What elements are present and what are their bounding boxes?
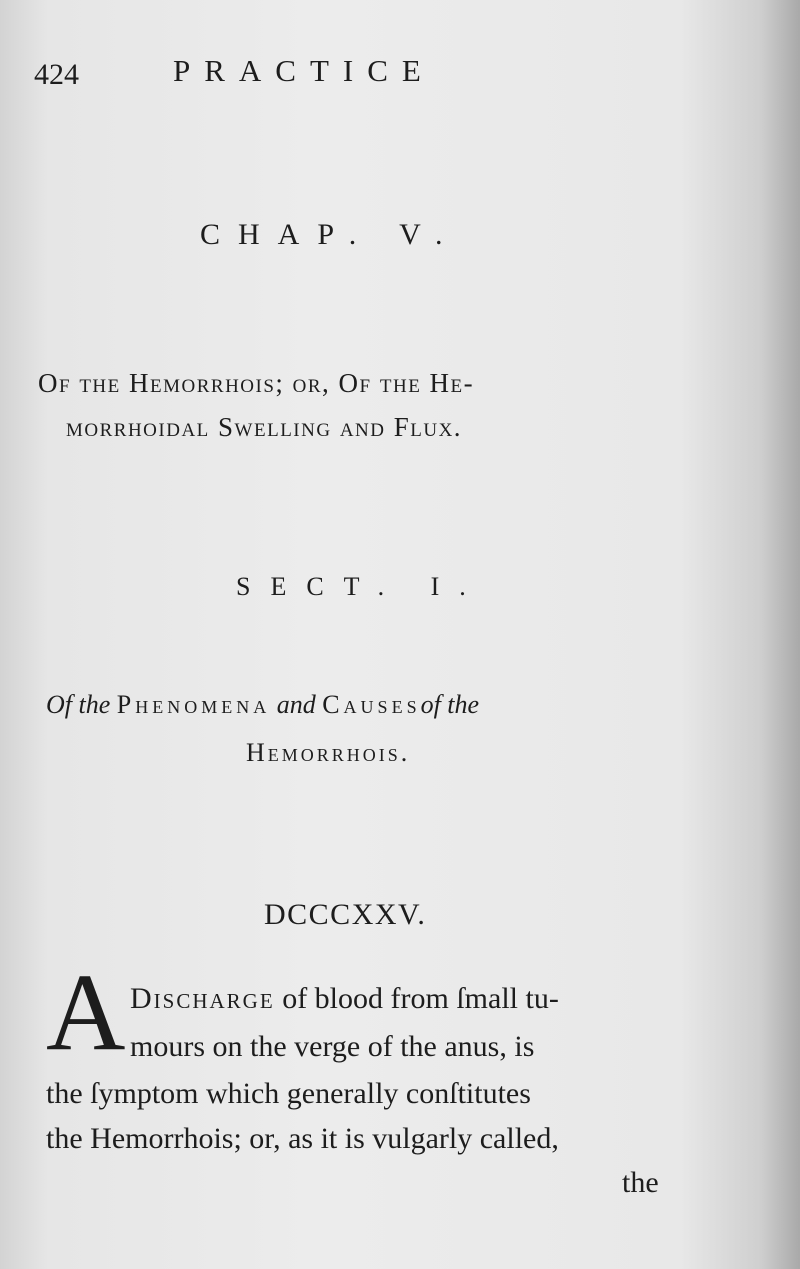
subtitle-and: and (276, 690, 316, 719)
body-line-1 (130, 982, 559, 1016)
catchword: the (622, 1166, 659, 1199)
paragraph-number: DCCCXXV. (264, 898, 427, 931)
drop-cap: A (46, 951, 126, 1073)
running-title: PRACTICE (173, 53, 435, 88)
chapter-title-line-1: Of the Hemorrhois; or, Of the He- (38, 368, 475, 398)
body-line-1-rest: of blood from ſmall tu- (274, 982, 559, 1015)
section-subtitle-line-1 (46, 690, 479, 720)
subtitle-causes: Causes (322, 690, 421, 719)
body-line-4: the Hemorrhois; or, as it is vulgarly called, (46, 1122, 559, 1155)
subtitle-of-the: of the (420, 690, 480, 719)
chapter-heading: CHAP. V. (200, 218, 461, 251)
section-heading: SECT. I. (236, 572, 486, 601)
chapter-title-line-2: morrhoidal Swelling and Flux. (66, 412, 463, 442)
body-line-3: the ſymptom which generally conſtitutes (46, 1077, 531, 1110)
subtitle-of: Of the (46, 690, 111, 719)
page-number: 424 (34, 58, 79, 91)
subtitle-phenomena: Phenomena (116, 690, 271, 719)
body-line-1-smallcaps: Discharge (130, 982, 275, 1015)
body-line-2: mours on the verge of the anus, is (130, 1030, 535, 1063)
section-subtitle-line-2: Hemorrhois. (246, 738, 411, 767)
